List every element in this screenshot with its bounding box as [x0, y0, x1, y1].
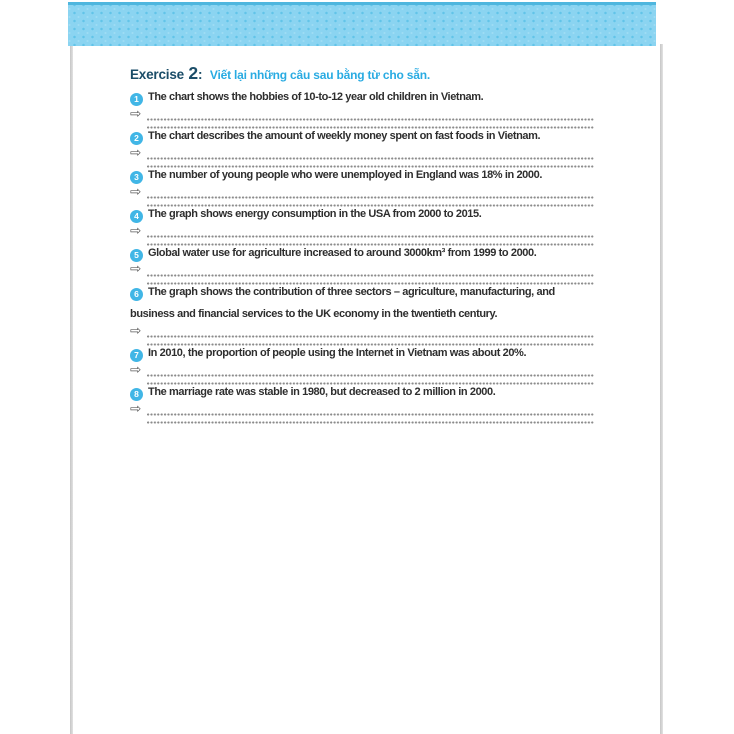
- answer-line-1: [130, 105, 594, 123]
- answer-line-1: [130, 322, 594, 340]
- item-number-badge: [130, 93, 143, 106]
- item-number: 4: [134, 211, 139, 222]
- item-number-badge: [130, 349, 143, 362]
- answer-dotted-line: [147, 126, 594, 129]
- item-number: 3: [134, 172, 139, 183]
- answer-dotted-line: [147, 235, 594, 238]
- item-sentence: The chart describes the amount of weekly money spent on fast foods in Vietnam.: [148, 130, 541, 143]
- decorative-dotted-band: [68, 2, 656, 46]
- exercise-item: [130, 281, 594, 342]
- arrow-right-icon: ⇨: [130, 144, 142, 161]
- answer-line-1: [130, 144, 594, 162]
- item-sentence: The number of young people who were unemployed in England was 18% in 2000.: [148, 169, 542, 182]
- answer-dotted-line: [147, 382, 594, 385]
- item-number: 1: [134, 94, 139, 105]
- answer-dotted-line: [147, 196, 594, 199]
- answer-dotted-line: [147, 274, 594, 277]
- answer-dotted-line: [147, 118, 594, 121]
- answer-line-1: [130, 261, 594, 278]
- item-number: 8: [134, 389, 139, 400]
- exercise-instruction: Viết lại những câu sau bằng từ cho sẵn.: [209, 68, 430, 82]
- item-number: 5: [134, 250, 139, 261]
- item-number: 2: [134, 133, 139, 144]
- item-sentence: The graph shows the contribution of three sectors – agriculture, manufacturing, and business and financial services to the UK economy in the twentieth century.: [130, 285, 555, 321]
- arrow-right-icon: ⇨: [130, 361, 142, 378]
- arrow-right-icon: ⇨: [130, 322, 142, 339]
- answer-dotted-line: [147, 157, 594, 160]
- item-number-badge: [130, 132, 143, 145]
- arrow-right-icon: ⇨: [130, 261, 142, 278]
- item-sentence: The chart shows the hobbies of 10-to-12 year old children in Vietnam.: [148, 91, 484, 104]
- arrow-right-icon: ⇨: [130, 400, 142, 417]
- item-number: 6: [134, 288, 139, 299]
- sentence-line: [130, 86, 594, 108]
- item-sentence: In 2010, the proportion of people using the Internet in Vietnam was about 20%.: [148, 347, 527, 360]
- arrow-right-icon: ⇨: [130, 105, 142, 122]
- item-number: 7: [134, 350, 139, 361]
- book-page: [70, 0, 662, 734]
- answer-dotted-line: [147, 282, 594, 285]
- exercise-item: [130, 203, 594, 242]
- answer-dotted-line: [147, 165, 594, 168]
- exercise-item: [130, 381, 594, 420]
- answer-dotted-line: [147, 343, 594, 346]
- item-sentence: The marriage rate was stable in 1980, but decreased to 2 million in 2000.: [148, 386, 496, 399]
- item-sentence: Global water use for agriculture increased to around 3000km³ from 1999 to 2000.: [148, 247, 537, 260]
- answer-dotted-line: [147, 204, 594, 207]
- answer-dotted-line: [147, 413, 594, 416]
- exercise-item: [130, 125, 594, 164]
- exercise-title: [130, 62, 594, 86]
- exercise-content: [73, 0, 660, 420]
- answer-line-2: [130, 417, 594, 420]
- item-number-badge: [130, 388, 143, 401]
- item-number-badge: [130, 210, 143, 223]
- arrow-right-icon: ⇨: [130, 222, 142, 239]
- item-number-badge: [130, 249, 143, 262]
- sentence-line: [130, 281, 594, 326]
- exercise-item: [130, 164, 594, 203]
- exercise-title-colon: :: [197, 67, 203, 82]
- answer-dotted-line: [147, 374, 594, 377]
- exercise-item: [130, 86, 594, 125]
- arrow-right-icon: ⇨: [130, 183, 142, 200]
- exercise-item: [130, 242, 594, 281]
- exercise-title-prefix: Exercise: [130, 67, 184, 82]
- answer-line-1: [130, 361, 594, 379]
- exercise-title-number: 2: [188, 63, 198, 83]
- item-number-badge: [130, 288, 143, 301]
- page-right-edge: [660, 44, 663, 734]
- exercise-item: [130, 342, 594, 381]
- item-sentence: The graph shows energy consumption in the USA from 2000 to 2015.: [148, 208, 482, 221]
- item-number-badge: [130, 171, 143, 184]
- answer-dotted-line: [147, 421, 594, 424]
- answer-line-1: [130, 183, 594, 201]
- answer-line-1: [130, 400, 594, 418]
- answer-line-1: [130, 222, 594, 240]
- exercise-items: [130, 86, 594, 420]
- answer-dotted-line: [147, 243, 594, 246]
- answer-dotted-line: [147, 335, 594, 338]
